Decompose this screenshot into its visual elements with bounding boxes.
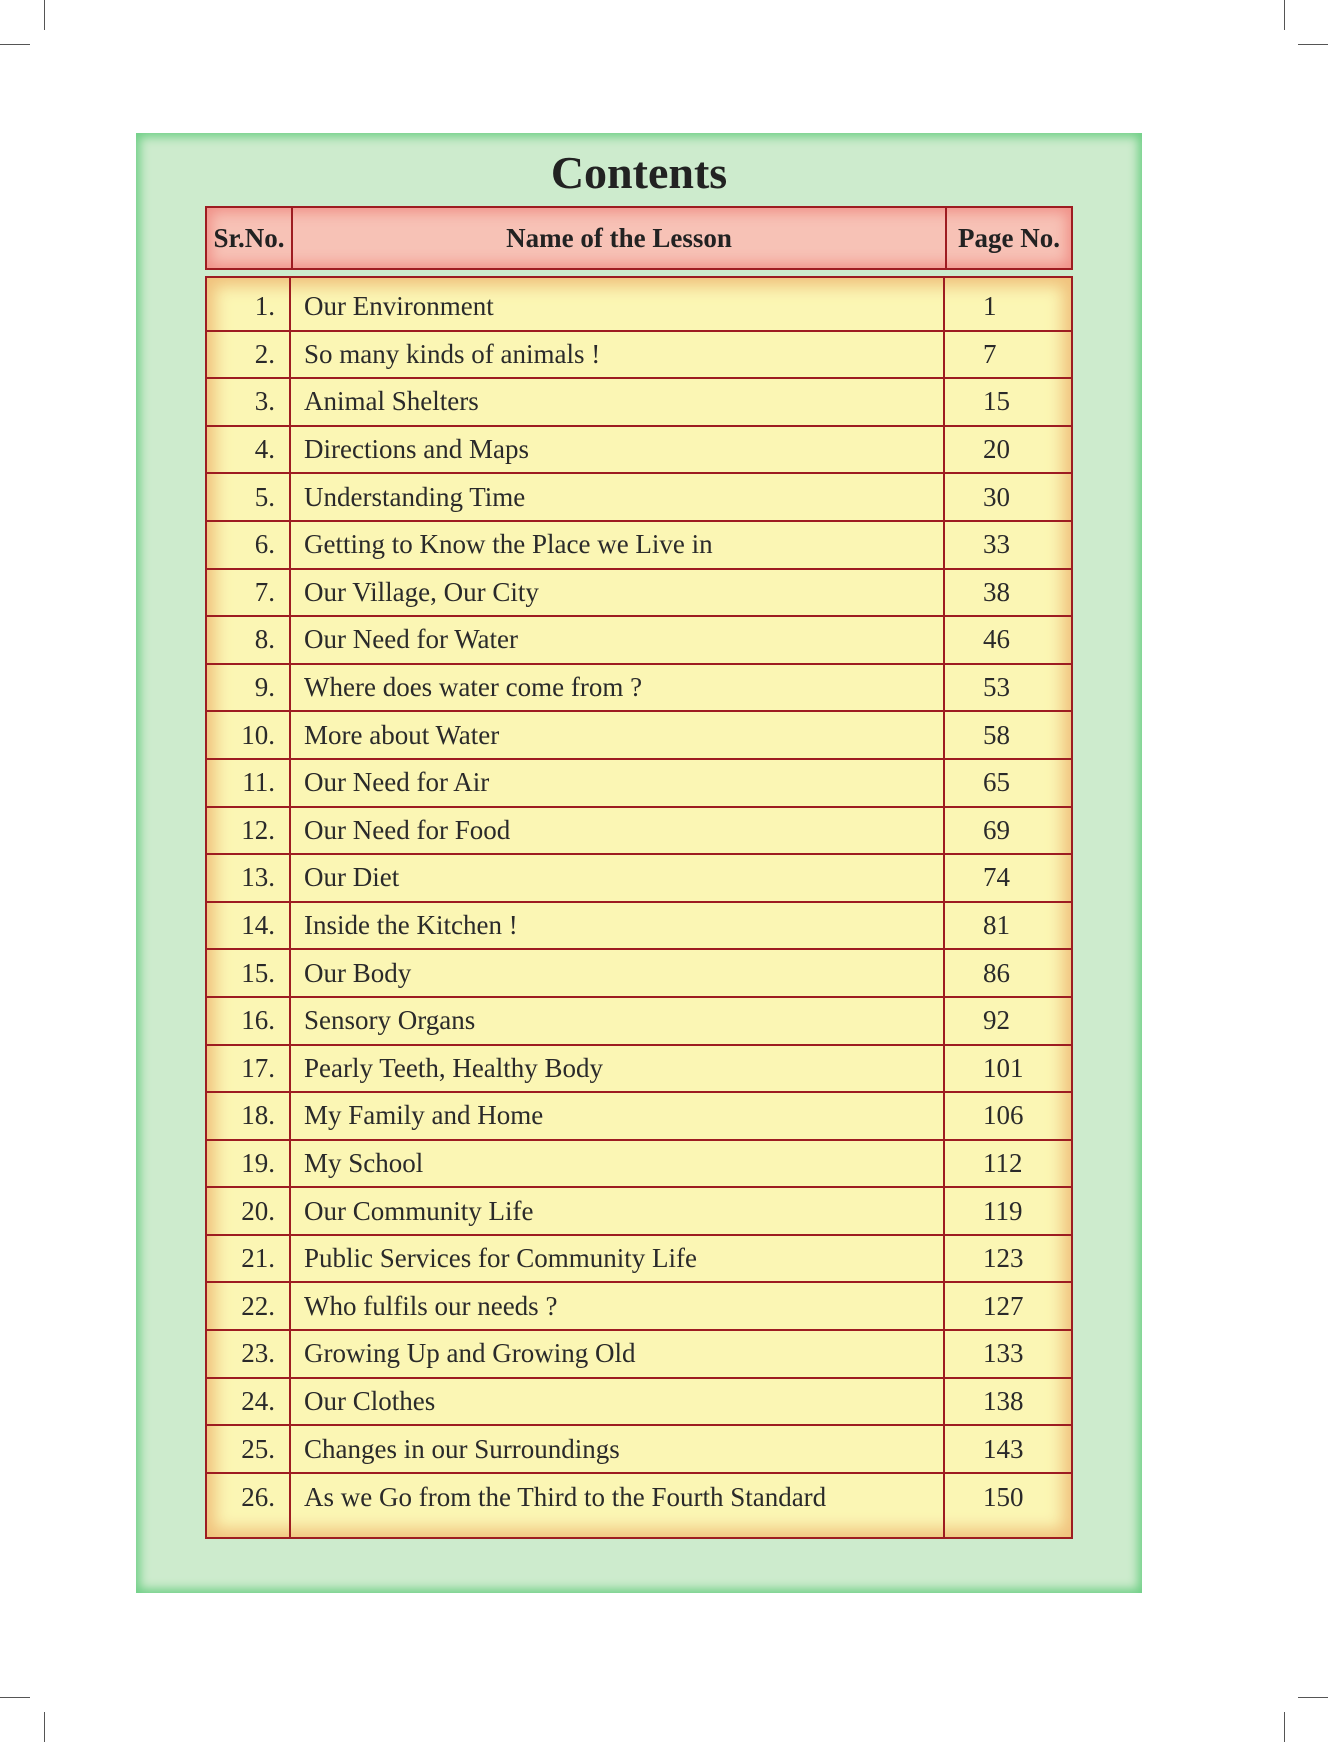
row-sr-no: 10. — [241, 719, 275, 750]
table-row — [207, 903, 1071, 951]
row-lesson-name: Our Environment — [304, 291, 494, 322]
row-sr-no: 11. — [242, 767, 275, 798]
row-lesson-name: Inside the Kitchen ! — [304, 910, 518, 941]
row-lesson-name: Pearly Teeth, Healthy Body — [304, 1052, 604, 1083]
row-sr-no: 6. — [254, 529, 275, 560]
row-sr-no: 5. — [254, 481, 275, 512]
row-lesson-name: My School — [304, 1147, 424, 1178]
row-sr-no: 25. — [241, 1433, 275, 1464]
table-row — [207, 379, 1071, 427]
table-rows — [207, 284, 1071, 1521]
row-sr-no: 8. — [254, 624, 275, 655]
row-sr-no: 23. — [241, 1338, 275, 1369]
table-row — [207, 1379, 1071, 1427]
header-page-no: Page No. — [945, 208, 1071, 268]
row-page-no: 92 — [983, 1005, 1010, 1036]
row-sr-no: 12. — [241, 814, 275, 845]
crop-mark-bottom-left-h — [0, 1697, 30, 1698]
row-lesson-name: Public Services for Community Life — [304, 1243, 697, 1274]
table-row — [207, 1283, 1071, 1331]
table-row — [207, 1426, 1071, 1474]
contents-frame — [136, 133, 1142, 1593]
table-row — [207, 1474, 1071, 1522]
row-page-no: 33 — [983, 529, 1010, 560]
row-lesson-name: Our Need for Air — [304, 767, 490, 798]
row-lesson-name: Where does water come from ? — [304, 672, 643, 703]
crop-mark-top-right-h — [1298, 44, 1328, 45]
row-page-no: 143 — [983, 1433, 1024, 1464]
row-sr-no: 13. — [241, 862, 275, 893]
table-row — [207, 712, 1071, 760]
row-lesson-name: Our Body — [304, 957, 412, 988]
row-sr-no: 18. — [241, 1100, 275, 1131]
row-page-no: 38 — [983, 576, 1010, 607]
header-lesson-name: Name of the Lesson — [291, 208, 945, 268]
table-header — [205, 206, 1073, 270]
row-page-no: 106 — [983, 1100, 1024, 1131]
row-page-no: 7 — [983, 338, 997, 369]
row-sr-no: 14. — [241, 910, 275, 941]
table-row — [207, 665, 1071, 713]
table-row — [207, 570, 1071, 618]
table-row — [207, 617, 1071, 665]
table-row — [207, 998, 1071, 1046]
row-sr-no: 4. — [254, 434, 275, 465]
row-lesson-name: Getting to Know the Place we Live in — [304, 529, 713, 560]
crop-mark-top-left-v — [44, 0, 45, 30]
row-page-no: 30 — [983, 481, 1010, 512]
row-lesson-name: So many kinds of animals ! — [304, 338, 601, 369]
row-page-no: 133 — [983, 1338, 1024, 1369]
crop-mark-bottom-left-v — [44, 1712, 45, 1742]
row-page-no: 20 — [983, 434, 1010, 465]
table-row — [207, 1331, 1071, 1379]
row-lesson-name: As we Go from the Third to the Fourth Standard — [304, 1482, 827, 1513]
row-sr-no: 17. — [241, 1052, 275, 1083]
table-row — [207, 808, 1071, 856]
row-lesson-name: Sensory Organs — [304, 1005, 476, 1036]
row-sr-no: 20. — [241, 1195, 275, 1226]
row-page-no: 65 — [983, 767, 1010, 798]
row-lesson-name: Animal Shelters — [304, 386, 479, 417]
table-row — [207, 1093, 1071, 1141]
row-lesson-name: Who fulfils our needs ? — [304, 1290, 558, 1321]
row-page-no: 119 — [983, 1195, 1023, 1226]
row-sr-no: 26. — [241, 1482, 275, 1513]
row-page-no: 138 — [983, 1385, 1024, 1416]
row-page-no: 81 — [983, 910, 1010, 941]
crop-mark-top-right-v — [1284, 0, 1285, 30]
table-row — [207, 332, 1071, 380]
row-sr-no: 1. — [254, 291, 275, 322]
row-page-no: 58 — [983, 719, 1010, 750]
table-row — [207, 284, 1071, 332]
row-lesson-name: Changes in our Surroundings — [304, 1433, 620, 1464]
row-sr-no: 16. — [241, 1005, 275, 1036]
row-lesson-name: Our Need for Water — [304, 624, 518, 655]
crop-mark-top-left-h — [0, 44, 30, 45]
row-sr-no: 9. — [254, 672, 275, 703]
row-lesson-name: Directions and Maps — [304, 434, 529, 465]
row-lesson-name: Our Clothes — [304, 1385, 436, 1416]
crop-mark-bottom-right-v — [1284, 1712, 1285, 1742]
row-sr-no: 2. — [254, 338, 275, 369]
table-row — [207, 522, 1071, 570]
row-sr-no: 7. — [254, 576, 275, 607]
table-row — [207, 1236, 1071, 1284]
row-lesson-name: Understanding Time — [304, 481, 526, 512]
row-lesson-name: Our Village, Our City — [304, 576, 539, 607]
row-sr-no: 21. — [241, 1243, 275, 1274]
row-lesson-name: Our Diet — [304, 862, 400, 893]
header-sr-no: Sr.No. — [213, 222, 285, 253]
table-row — [207, 950, 1071, 998]
row-page-no: 69 — [983, 814, 1010, 845]
row-page-no: 123 — [983, 1243, 1024, 1274]
table-row — [207, 474, 1071, 522]
row-lesson-name: Growing Up and Growing Old — [304, 1338, 636, 1369]
row-page-no: 150 — [983, 1482, 1024, 1513]
row-page-no: 15 — [983, 386, 1010, 417]
row-page-no: 86 — [983, 957, 1010, 988]
row-lesson-name: My Family and Home — [304, 1100, 544, 1131]
row-page-no: 46 — [983, 624, 1010, 655]
contents-table — [205, 276, 1073, 1539]
row-lesson-name: Our Community Life — [304, 1195, 534, 1226]
row-page-no: 101 — [983, 1052, 1024, 1083]
row-sr-no: 22. — [241, 1290, 275, 1321]
table-row — [207, 1046, 1071, 1094]
row-sr-no: 15. — [241, 957, 275, 988]
row-page-no: 53 — [983, 672, 1010, 703]
row-page-no: 1 — [983, 291, 997, 322]
table-row — [207, 1141, 1071, 1189]
row-lesson-name: Our Need for Food — [304, 814, 511, 845]
page-title: Contents — [550, 147, 728, 198]
row-sr-no: 3. — [254, 386, 275, 417]
table-row — [207, 855, 1071, 903]
table-row — [207, 1188, 1071, 1236]
row-page-no: 127 — [983, 1290, 1024, 1321]
row-lesson-name: More about Water — [304, 719, 500, 750]
row-sr-no: 24. — [241, 1385, 275, 1416]
row-page-no: 112 — [983, 1147, 1023, 1178]
table-row — [207, 760, 1071, 808]
row-sr-no: 19. — [241, 1147, 275, 1178]
table-row — [207, 427, 1071, 475]
row-page-no: 74 — [983, 862, 1010, 893]
crop-mark-bottom-right-h — [1298, 1697, 1328, 1698]
